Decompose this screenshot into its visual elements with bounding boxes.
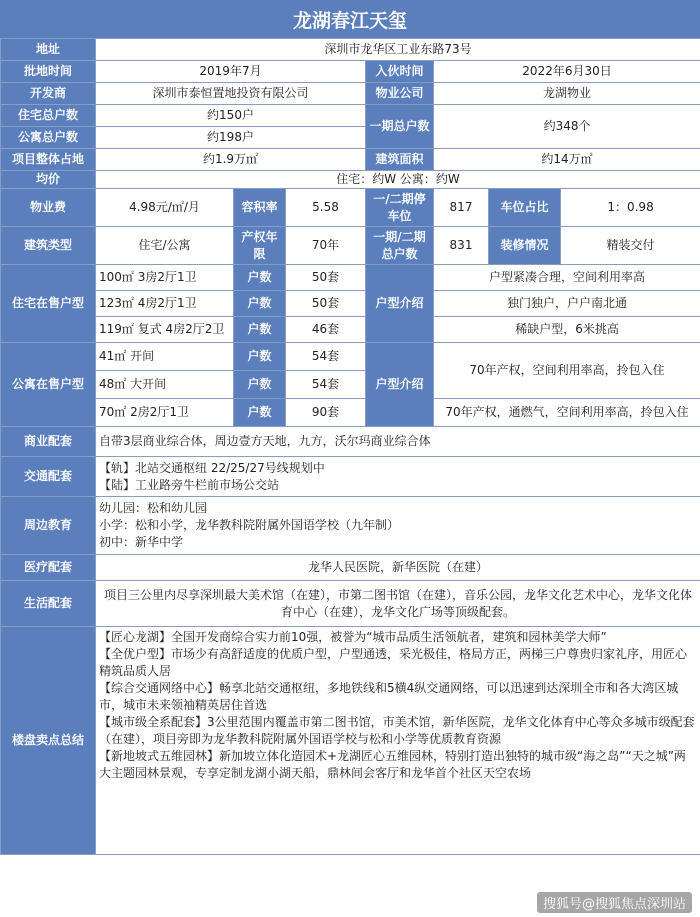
highlight-item: 【城市级全系配套】3公里范围内覆盖市第二图书馆，市美术馆，新华医院，龙华文化体育中心等众多城市级配套（在建），项目旁即为龙华教科院附属外国语学校与松和小学等优质教育资源 <box>99 715 695 746</box>
value-address: 深圳市龙华区工业东路73号 <box>96 39 700 61</box>
value-build-area: 约14万㎡ <box>434 149 700 171</box>
value-households-12: 831 <box>434 227 489 265</box>
apt-count: 54套 <box>286 371 366 399</box>
res-count: 46套 <box>286 317 366 343</box>
value-medical: 龙华人民医院，新华医院（在建） <box>96 555 700 581</box>
value-decoration: 精装交付 <box>561 227 700 265</box>
highlight-item: 【全优户型】市场少有高舒适度的优质户型，户型通透，采光极佳，格局方正，两梯三户尊贵归家礼序，用匠心精筑品质人居 <box>99 647 688 678</box>
label-res-sale: 住宅在售户型 <box>1 265 96 343</box>
res-intro: 户型紧凑合理，空间利用率高 <box>434 265 700 291</box>
res-intro: 独门独户，户户南北通 <box>434 291 700 317</box>
label-parking-ratio: 车位占比 <box>489 189 561 227</box>
value-building-type: 住宅/公寓 <box>96 227 234 265</box>
label-area: 项目整体占地 <box>1 149 96 171</box>
label-land-time: 批地时间 <box>1 61 96 83</box>
res-intro: 稀缺户型，6米挑高 <box>434 317 700 343</box>
apt-intro: 70年产权，空间利用率高，拎包入住 <box>434 343 700 399</box>
value-property-company: 龙湖物业 <box>434 83 700 105</box>
traffic-line: 【轨】北站交通枢纽 22/25/27号线规划中 <box>99 460 325 475</box>
label-build-area: 建筑面积 <box>366 149 434 171</box>
apt-count-label: 户数 <box>234 371 286 399</box>
value-land-time: 2019年7月 <box>96 61 366 83</box>
apt-type: 70㎡ 2房2厅1卫 <box>96 399 234 427</box>
info-table <box>0 38 700 855</box>
label-tenure: 产权年限 <box>234 227 286 265</box>
value-developer: 深圳市泰恒置地投资有限公司 <box>96 83 366 105</box>
label-households-12: 一期/二期总户数 <box>366 227 434 265</box>
education-line: 初中：新华中学 <box>99 535 184 549</box>
label-address: 地址 <box>1 39 96 61</box>
label-res-intro: 户型介绍 <box>366 265 434 343</box>
value-property-fee: 4.98元/㎡/月 <box>96 189 234 227</box>
label-commerce: 商业配套 <box>1 427 96 457</box>
highlight-item: 【新地坡式五维园林】新加坡立体化造园术+龙湖匠心五维园林，特别打造出独特的城市级“海之岛”“天之城”两大主题园林景观，专享定制龙湖小湖天船，鼎林间会客厅和龙华首个社区天空农场 <box>99 749 686 780</box>
value-parking-ratio: 1：0.98 <box>561 189 700 227</box>
sheet-title: 龙湖春江天玺 <box>0 0 700 38</box>
value-apartment-households: 约198户 <box>96 127 366 149</box>
apt-count-label: 户数 <box>234 399 286 427</box>
res-type: 123㎡ 4房2厅1卫 <box>96 291 234 317</box>
label-move-in: 入伙时间 <box>366 61 434 83</box>
apt-type: 41㎡ 开间 <box>96 343 234 371</box>
value-plot-ratio: 5.58 <box>286 189 366 227</box>
value-phase-households: 约348个 <box>434 105 700 149</box>
apt-intro: 70年产权，通燃气，空间利用率高，拎包入住 <box>434 399 700 427</box>
label-education: 周边教育 <box>1 497 96 555</box>
apt-count-label: 户数 <box>234 343 286 371</box>
highlight-item: 【综合交通网络中心】畅享北站交通枢纽，多地铁线和5横4纵交通网络，可以迅速到达深圳全市和各大湾区城市，城市未来领袖精英居住首选 <box>99 681 679 712</box>
label-developer: 开发商 <box>1 83 96 105</box>
res-count: 50套 <box>286 291 366 317</box>
label-highlights: 楼盘卖点总结 <box>1 627 96 855</box>
value-commerce: 自带3层商业综合体，周边壹方天地，九方，沃尔玛商业综合体 <box>96 427 700 457</box>
label-property-fee: 物业费 <box>1 189 96 227</box>
label-apartment-households: 公寓总户数 <box>1 127 96 149</box>
apt-count: 54套 <box>286 343 366 371</box>
value-households: 约150户 <box>96 105 366 127</box>
label-traffic: 交通配套 <box>1 457 96 497</box>
label-apt-intro: 户型介绍 <box>366 343 434 427</box>
traffic-line: 【陆】工业路旁牛栏前市场公交站 <box>99 477 280 492</box>
res-count-label: 户数 <box>234 317 286 343</box>
value-avg-price: 住宅：约W 公寓：约W <box>96 171 700 189</box>
label-phase-households: 一期总户数 <box>366 105 434 149</box>
value-move-in: 2022年6月30日 <box>434 61 700 83</box>
res-count: 50套 <box>286 265 366 291</box>
value-tenure: 70年 <box>286 227 366 265</box>
apt-count: 90套 <box>286 399 366 427</box>
education-line: 幼儿园：松和幼儿园 <box>99 501 208 515</box>
value-highlights <box>96 627 700 855</box>
value-traffic <box>96 457 700 497</box>
label-avg-price: 均价 <box>1 171 96 189</box>
label-parking-12: 一/二期停车位 <box>366 189 434 227</box>
res-type: 119㎡ 复式 4房2厅2卫 <box>96 317 234 343</box>
label-households: 住宅总户数 <box>1 105 96 127</box>
label-plot-ratio: 容积率 <box>234 189 286 227</box>
label-apt-sale: 公寓在售户型 <box>1 343 96 427</box>
highlight-item: 【匠心龙湖】全国开发商综合实力前10强，被誉为“城市品质生活领航者，建筑和园林美学大师” <box>99 630 607 644</box>
label-building-type: 建筑类型 <box>1 227 96 265</box>
education-line: 小学：松和小学，龙华教科院附属外国语学校（九年制） <box>99 518 400 532</box>
label-life: 生活配套 <box>1 581 96 627</box>
apt-type: 48㎡ 大开间 <box>96 371 234 399</box>
label-property-company: 物业公司 <box>366 83 434 105</box>
res-count-label: 户数 <box>234 291 286 317</box>
res-type: 100㎡ 3房2厅1卫 <box>96 265 234 291</box>
watermark: 搜狐号@搜狐焦点深圳站 <box>537 892 692 913</box>
value-parking-12: 817 <box>434 189 489 227</box>
res-count-label: 户数 <box>234 265 286 291</box>
value-life: 项目三公里内尽享深圳最大美术馆（在建），市第二图书馆（在建），音乐公园，龙华文化艺术中心，龙华文化体育中心（在建），龙华文化广场等顶级配套。 <box>96 581 700 627</box>
label-decoration: 装修情况 <box>489 227 561 265</box>
value-area: 约1.9万㎡ <box>96 149 366 171</box>
label-medical: 医疗配套 <box>1 555 96 581</box>
value-education <box>96 497 700 555</box>
